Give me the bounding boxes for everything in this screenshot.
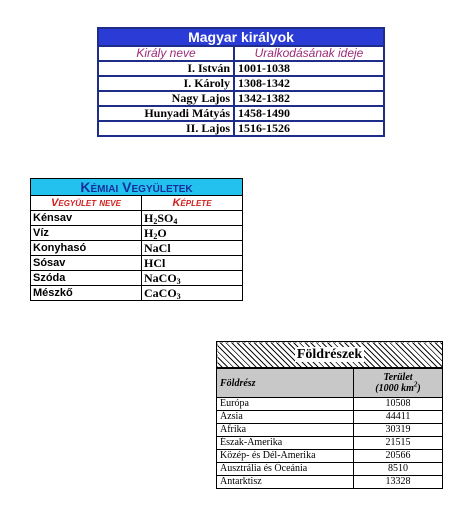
- compound-formula: NaCl: [142, 241, 243, 256]
- continents-title-row: [217, 342, 443, 369]
- continent-area: 21515: [354, 437, 443, 450]
- table-row: [31, 226, 243, 241]
- continents-col-name-header: Földrész: [217, 368, 354, 398]
- continent-name: Ázsia: [217, 411, 354, 424]
- chem-table: [30, 178, 243, 301]
- table-row: [98, 91, 384, 106]
- continent-area: 13328: [354, 476, 443, 489]
- chem-title: Kémiai Vegyületek: [31, 179, 243, 196]
- continent-name: Afrika: [217, 424, 354, 437]
- table-row: [31, 271, 243, 286]
- king-name: II. Lajos: [98, 121, 234, 136]
- chem-col-name-header: Vegyület neve: [31, 196, 142, 211]
- king-name: Hunyadi Mátyás: [98, 106, 234, 121]
- compound-formula: HCl: [142, 256, 243, 271]
- king-reign: 1001-1038: [234, 61, 384, 76]
- continent-name: Antarktisz: [217, 476, 354, 489]
- kings-title-row: [98, 28, 384, 46]
- kings-col-name-header: Király neve: [98, 46, 234, 61]
- compound-formula: $H_2SO_4$: [142, 211, 243, 226]
- king-name: Nagy Lajos: [98, 91, 234, 106]
- continents-header-row: [217, 368, 443, 398]
- king-reign: 1308-1342: [234, 76, 384, 91]
- kings-header-row: [98, 46, 384, 61]
- continents-title-cell: [217, 342, 443, 369]
- continent-name: Közép- és Dél-Amerika: [217, 450, 354, 463]
- chem-title-row: [31, 179, 243, 196]
- table-row: [217, 424, 443, 437]
- table-row: [98, 121, 384, 136]
- kings-title: Magyar királyok: [98, 28, 384, 46]
- compound-formula: $H_2O$: [142, 226, 243, 241]
- kings-table: [97, 27, 385, 137]
- continents-table: [216, 341, 443, 489]
- continent-area: 10508: [354, 398, 443, 411]
- table-row: [217, 450, 443, 463]
- continent-area: 44411: [354, 411, 443, 424]
- king-reign: 1458-1490: [234, 106, 384, 121]
- compound-name: Szóda: [31, 271, 142, 286]
- compound-name: Sósav: [31, 256, 142, 271]
- compound-formula: CaCO$_3$: [142, 286, 243, 301]
- table-row: [98, 106, 384, 121]
- table-row: [31, 211, 243, 226]
- continents-col-area-header: Terület (1000 $km^2$): [354, 368, 443, 398]
- continent-area: 8510: [354, 463, 443, 476]
- continent-area: 30319: [354, 424, 443, 437]
- chem-col-formula-header: Képlete: [142, 196, 243, 211]
- compound-name: Konyhasó: [31, 241, 142, 256]
- compound-name: Víz: [31, 226, 142, 241]
- table-row: [98, 76, 384, 91]
- table-row: [217, 437, 443, 450]
- king-name: I. Károly: [98, 76, 234, 91]
- continent-name: Ausztrália és Óceánia: [217, 463, 354, 476]
- compound-name: Kénsav: [31, 211, 142, 226]
- table-row: [98, 61, 384, 76]
- table-row: [217, 398, 443, 411]
- continent-name: Észak-Amerika: [217, 437, 354, 450]
- king-name: I. István: [98, 61, 234, 76]
- king-reign: 1516-1526: [234, 121, 384, 136]
- table-row: [31, 241, 243, 256]
- table-row: [31, 256, 243, 271]
- compound-formula: NaCO$_3$: [142, 271, 243, 286]
- continent-name: Európa: [217, 398, 354, 411]
- table-row: [217, 476, 443, 489]
- table-row: [31, 286, 243, 301]
- compound-name: Mészkő: [31, 286, 142, 301]
- chem-header-row: [31, 196, 243, 211]
- king-reign: 1342-1382: [234, 91, 384, 106]
- continent-area: 20566: [354, 450, 443, 463]
- table-row: [217, 463, 443, 476]
- table-row: [217, 411, 443, 424]
- continents-title: Földrészek: [296, 346, 363, 362]
- kings-col-reign-header: Uralkodásának ideje: [234, 46, 384, 61]
